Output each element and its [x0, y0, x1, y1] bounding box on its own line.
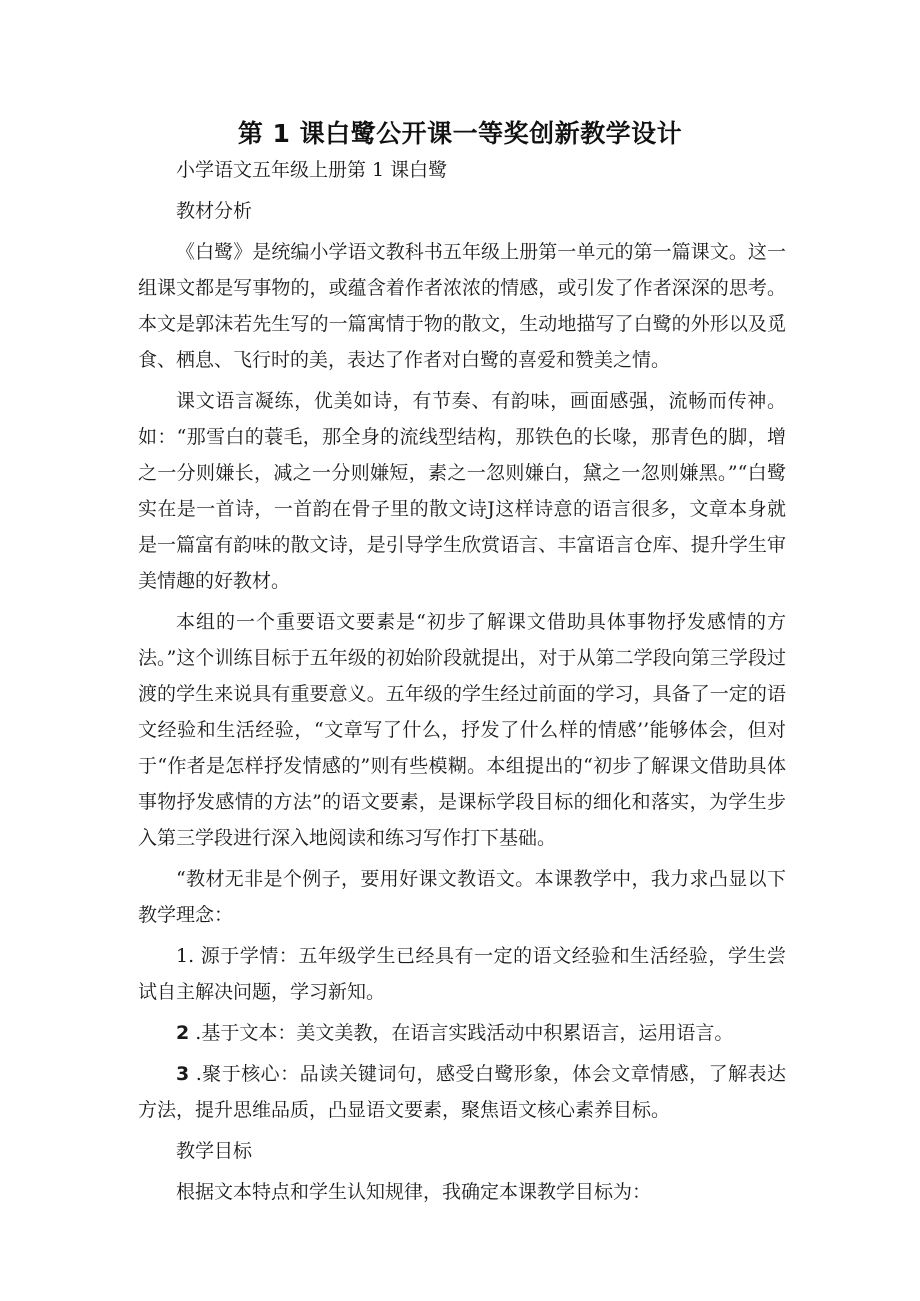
paragraph-language: 课文语言凝练，优美如诗，有节奏、有韵味，画面感强，流畅而传神。如：“那雪白的蓑毛，那全身的流线型结构，那铁色的长喙，那青色的脚，增之一分则嫌长，减之一分则嫌短，素之一忽则嫌白，黛之一忽则嫌黑。”“白鹭实在是一首诗，一首韵在骨子里的散文诗J这样诗意的语言很多，文章本身就是一篇富有韵味的散文诗，是引导学生欣赏语言、丰富语言仓库、提升学生审美情趣的好教材。: [138, 390, 786, 592]
list-item-2-number: 2: [176, 1022, 190, 1044]
paragraph-intro: 《白鹭》是统编小学语文教科书五年级上册第一单元的第一篇课文。这一组课文都是写事物的，或蕴含着作者浓浓的情感，或引发了作者深深的思考。本文是郭沫若先生写的一篇寓情于物的散文，生动地描写了白鹭的外形以及觅食、栖息、飞行时的美，表达了作者对白鹭的喜爱和赞美之情。: [138, 241, 786, 371]
section-heading-goals: 教学目标: [176, 1140, 253, 1162]
section-heading-analysis: 教材分析: [176, 200, 253, 222]
paragraph-teaching-philosophy: “教材无非是个例子，要用好课文教语文。本课教学中，我力求凸显以下教学理念：: [138, 868, 786, 926]
list-item-1: 1. 源于学情：五年级学生已经具有一定的语文经验和生活经验，学生尝试自主解决问题，学习新知。: [138, 945, 786, 1003]
list-item-3-number: 3: [176, 1063, 190, 1085]
document-title: 第 1 课白鹭公开课一等奖创新教学设计: [237, 119, 683, 148]
list-item-3: [138, 1056, 786, 1128]
list-item-2-text: .基于文本：美文美教，在语言实践活动中积累语言，运用语言。: [189, 1022, 734, 1044]
document-body: [138, 152, 786, 1210]
list-item-2: [138, 1015, 786, 1051]
paragraph-language-element: 本组的一个重要语文要素是“初步了解课文借助具体事物抒发感情的方法。”这个训练目标于五年级的初始阶段就提出，对于从第二学段向第三学段过渡的学生来说具有重要意义。五年级的学生经过前面的学习，具备了一定的语文经验和生活经验，“文章写了什么，抒发了什么样的情感’’能够体会，但对于“作者是怎样抒发情感的”则有些模糊。本组提出的“初步了解课文借助具体事物抒发感情的方法”的语文要素，是课标学段目标的细化和落实，为学生步入第三学段进行深入地阅读和练习写作打下基础。: [138, 611, 786, 849]
paragraph-goals-intro: 根据文本特点和学生认知规律，我确定本课教学目标为：: [176, 1181, 652, 1203]
list-item-3-text: .聚于核心：品读关键词句，感受白鹭形象，体会文章情感，了解表达方法，提升思维品质，凸显语文要素，聚焦语文核心素养目标。: [138, 1063, 786, 1121]
subtitle: 小学语文五年级上册第 1 课白鹭: [176, 159, 448, 181]
